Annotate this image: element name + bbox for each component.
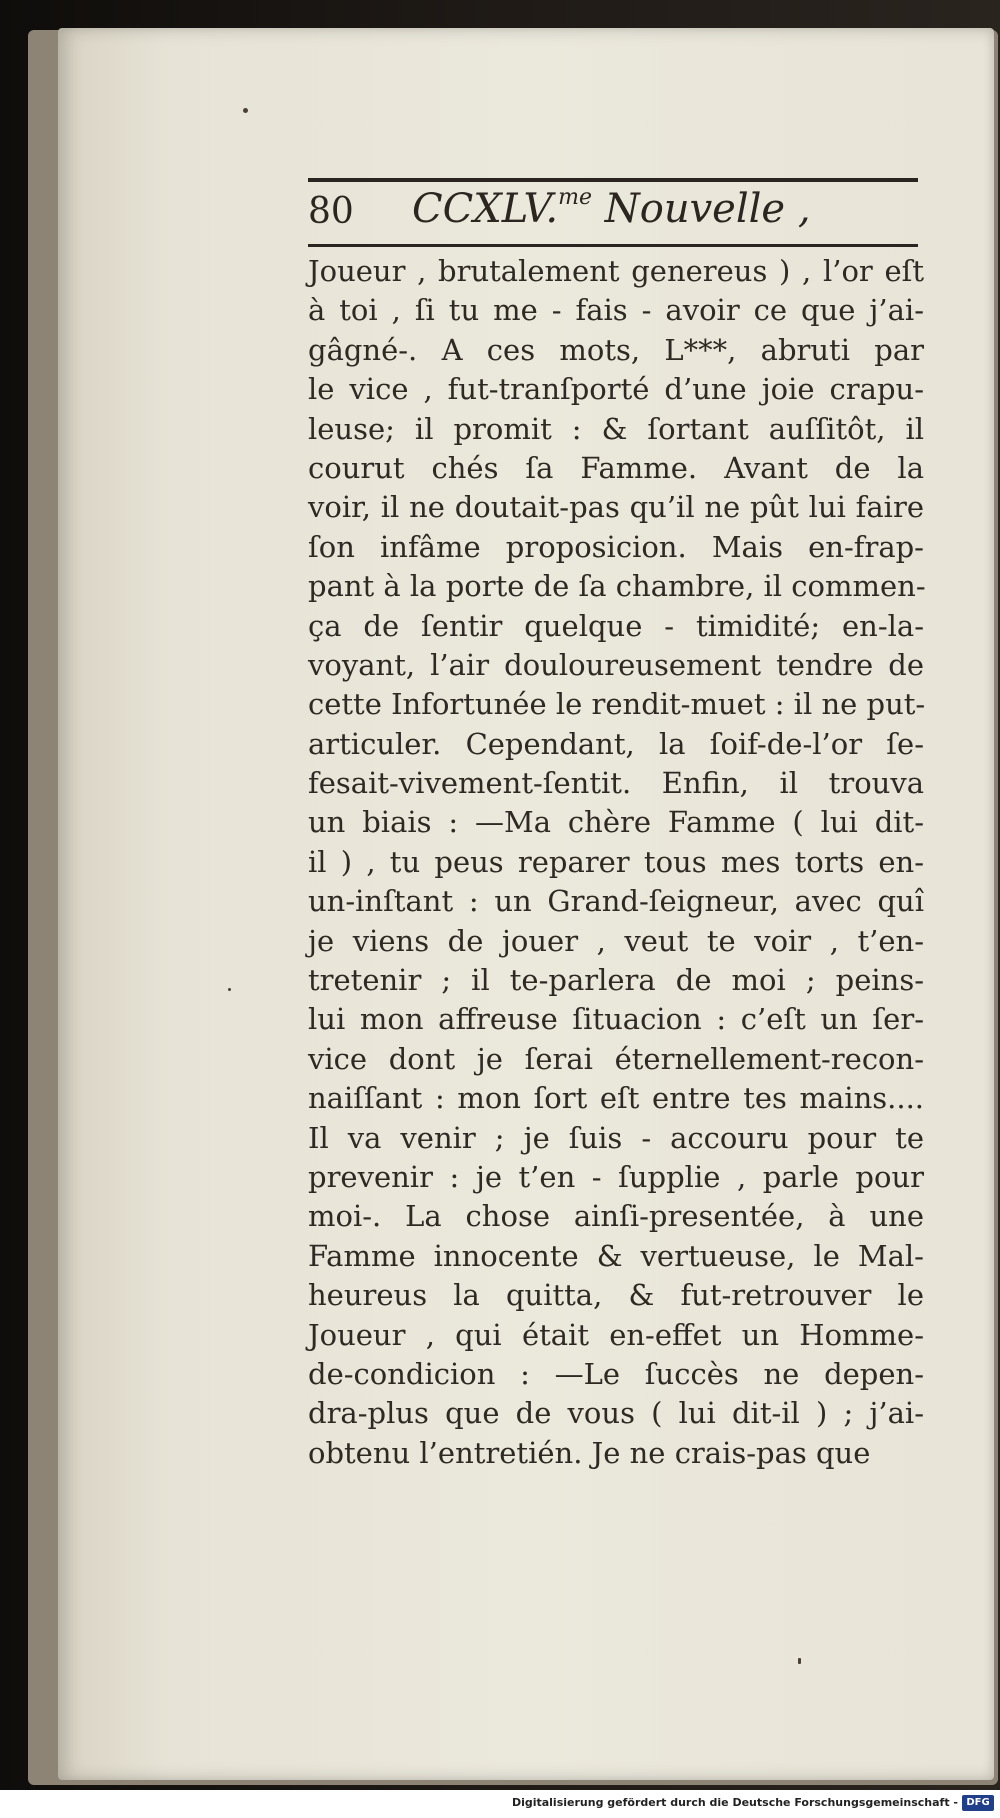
- text-line: voir, il ne doutait-pas qu’il ne pût lui faire: [308, 490, 924, 525]
- text-line: un-inſtant : un Grand-ſeigneur, avec quî: [308, 884, 924, 919]
- text-line: dra-plus que de vous ( lui dit-il ) ; j’ai-: [308, 1396, 924, 1431]
- running-head: [308, 185, 918, 241]
- text-line: pant à la porte de ſa chambre, il commen-: [308, 569, 926, 604]
- text-line: voyant, l’air douloureusement tendre de: [308, 647, 924, 682]
- text-line: le vice , fut-tranſporté d’une joie crapu-: [308, 372, 924, 407]
- text-line: Joueur , qui était en-effet un Homme-: [308, 1317, 924, 1352]
- text-line: vice dont je ſerai éternellement-recon-: [308, 1041, 924, 1076]
- digitization-credit: Digitalisierung gefördert durch die Deutsche Forschungsgemeinschaft -: [511, 1796, 958, 1809]
- text-line: Famme innocente & vertueuse, le Mal-: [308, 1238, 924, 1273]
- section-title-superscript: me: [558, 185, 593, 210]
- text-line: lui mon affreuse ſituacion : c’eſt un ſer-: [308, 1002, 924, 1037]
- text-line: prevenir : je t’en - ſupplie , parle pour: [308, 1159, 924, 1194]
- text-line: tretenir ; il te-parlera de moi ; peins-: [308, 963, 924, 998]
- text-line: moi-. La chose ainſi-presentée, à une: [308, 1199, 924, 1234]
- dfg-logo: DFG: [962, 1795, 994, 1811]
- text-line: gâgné-. A ces mots, L***, abruti par: [308, 332, 924, 367]
- text-line: de-condicion : —Le ſuccès ne depen-: [308, 1356, 924, 1391]
- paper-speck: [228, 988, 231, 991]
- section-title-suffix: Nouvelle ,: [604, 186, 811, 232]
- page-number: 80: [308, 191, 354, 232]
- text-line: heureus la quitta, & fut-retrouver le: [308, 1278, 924, 1313]
- text-line: naiſſant : mon ſort eſt entre tes mains....: [308, 1081, 924, 1116]
- body-text: [308, 252, 924, 1473]
- header-rule-bottom: [308, 244, 918, 247]
- digitization-footer: [0, 1790, 1000, 1818]
- text-line: cette Infortunée le rendit-muet : il ne put-: [308, 687, 926, 722]
- text-line: Joueur , brutalement genereus ) , l’or eſt: [308, 254, 924, 288]
- text-line: ſon infâme proposicion. Mais en-frap-: [308, 529, 924, 564]
- text-line: un biais : —Ma chère Famme ( lui dit-: [308, 805, 924, 840]
- text-line: courut chés ſa Famme. Avant de la: [308, 450, 924, 485]
- header-rule-top: [308, 178, 918, 182]
- text-line: fesait-vivement-ſentit. Enfin, il trouva: [308, 766, 924, 801]
- text-line: obtenu l’entretién. Je ne crais-pas que: [308, 1435, 871, 1470]
- section-title-prefix: CCXLV.: [412, 186, 559, 232]
- paper-speck: [798, 1658, 801, 1664]
- text-line: ça de ſentir quelque - timidité; en-la-: [308, 608, 924, 643]
- text-line: Il va venir ; je ſuis - accouru pour te: [308, 1120, 924, 1155]
- text-line: leuse; il promit : & ſortant auſſitôt, il: [308, 411, 924, 446]
- section-title: [412, 185, 811, 232]
- text-line: je viens de jouer , veut te voir , t’en-: [308, 923, 924, 958]
- text-line: il ) , tu peus reparer tous mes torts en-: [308, 844, 924, 879]
- paper-speck: [243, 108, 248, 113]
- text-line: articuler. Cependant, la ſoif-de-l’or ſe-: [308, 726, 924, 761]
- text-line: à toi , ſi tu me - fais - avoir ce que j’ai-: [308, 293, 924, 328]
